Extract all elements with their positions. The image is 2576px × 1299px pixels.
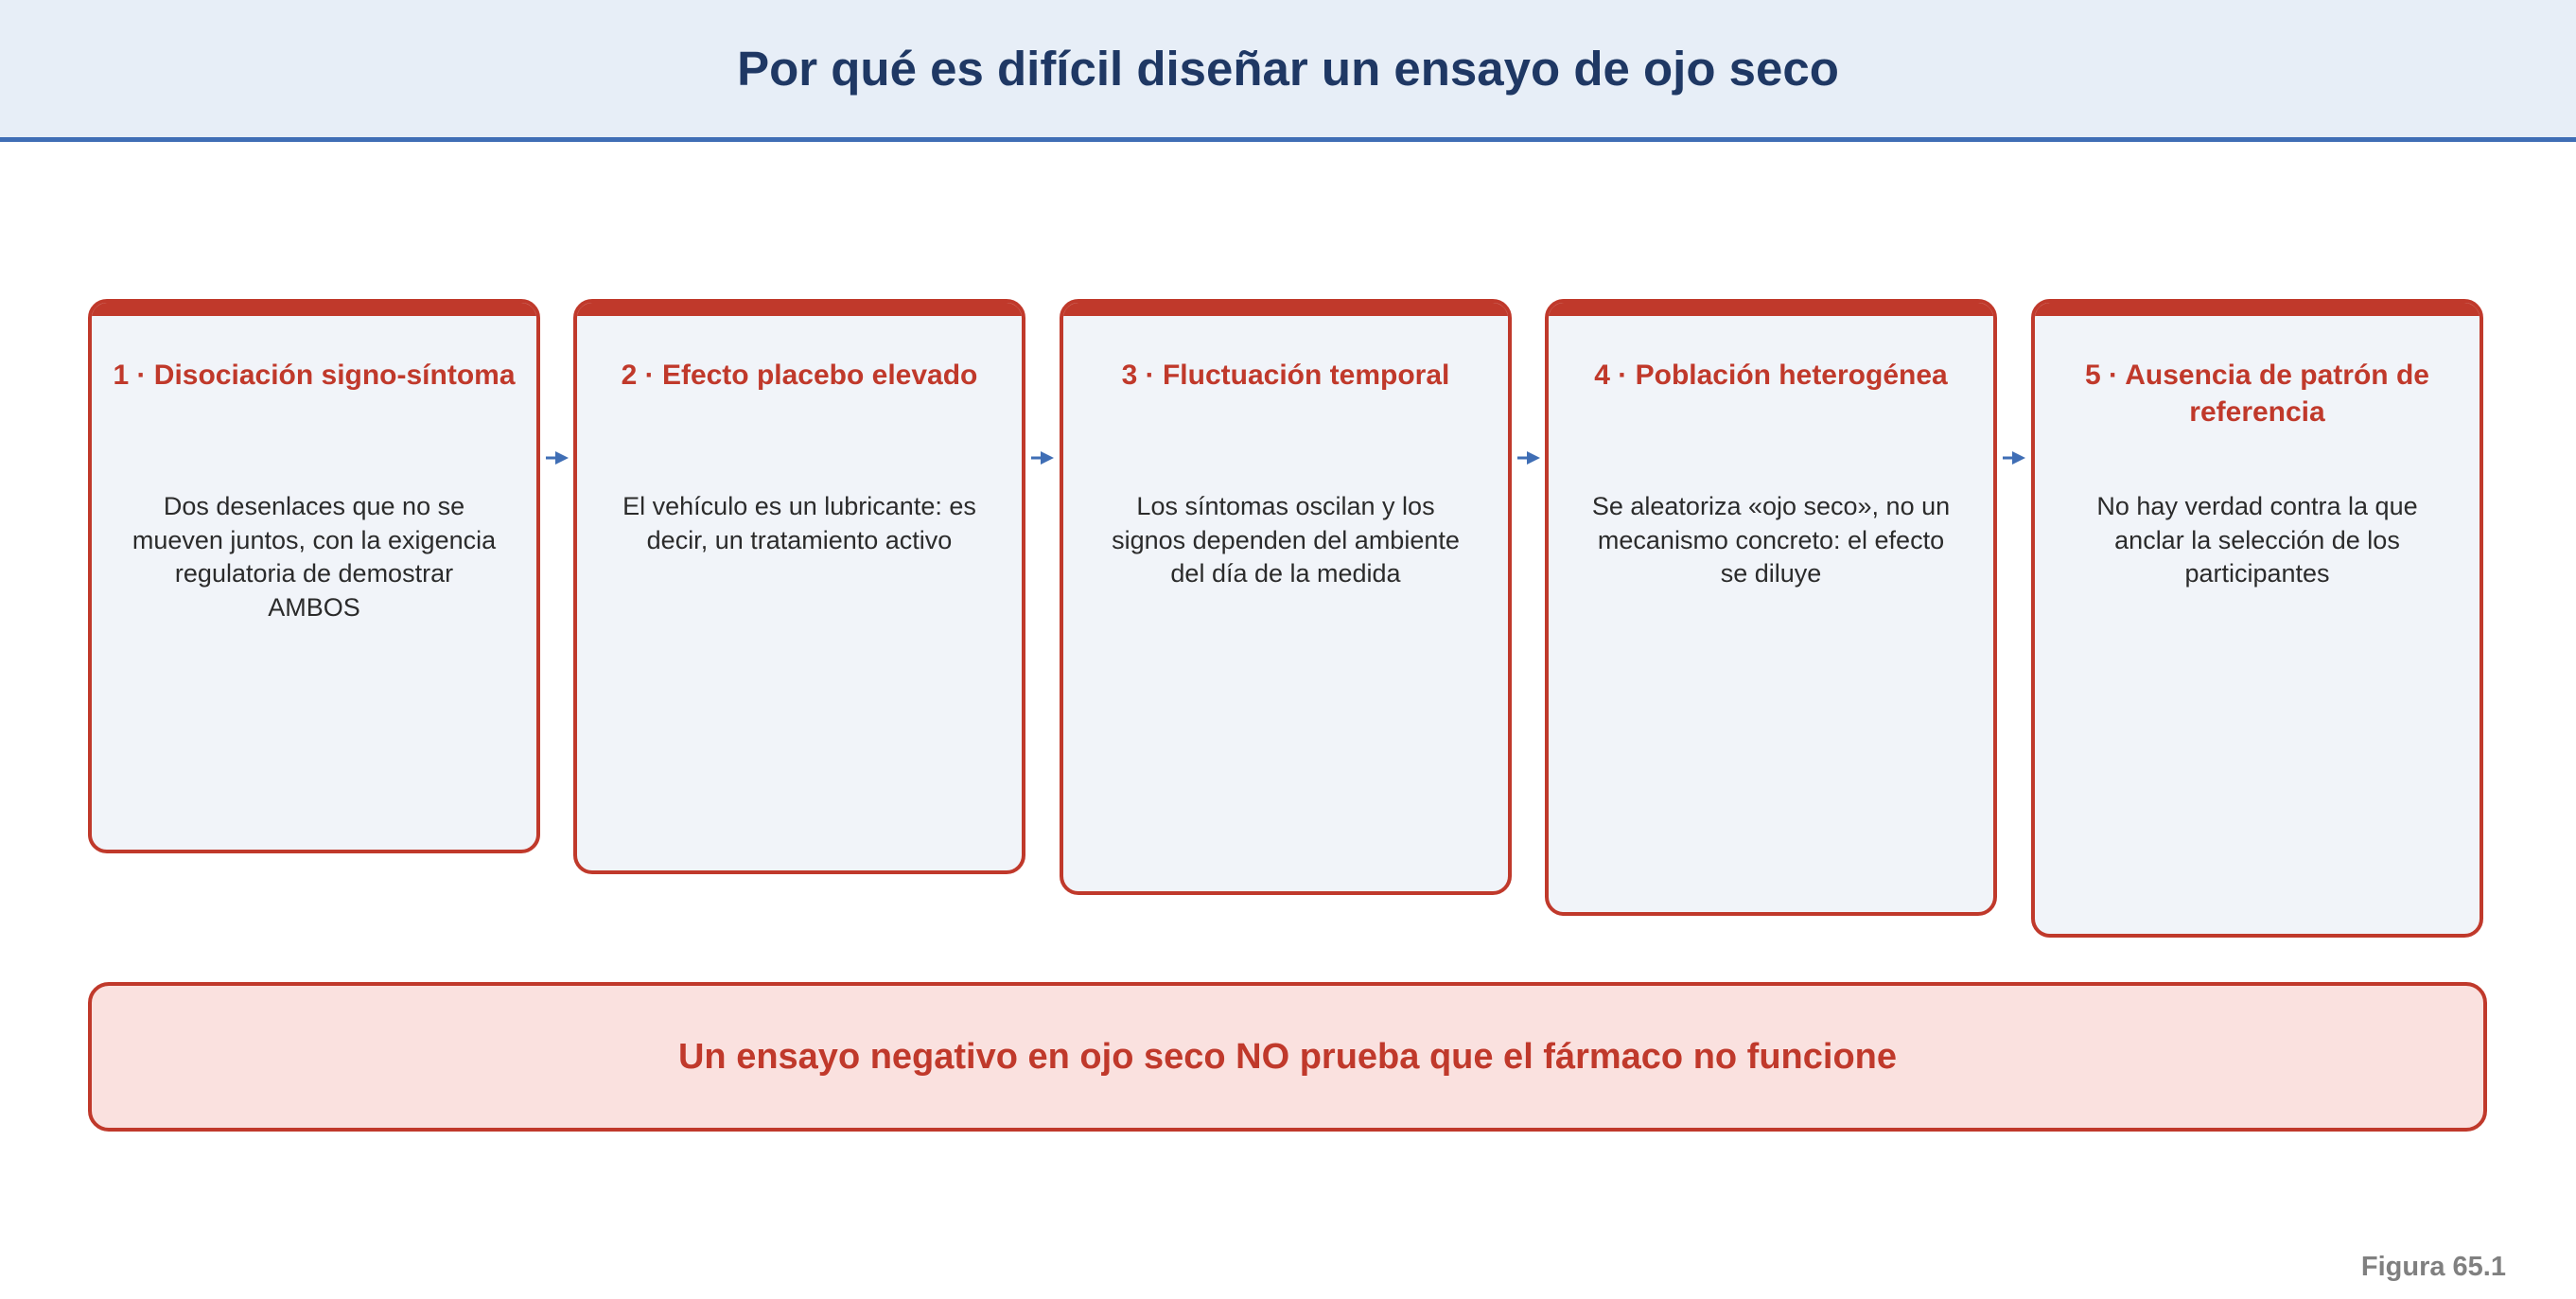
- step-title: 1 · Disociación signo-síntoma: [113, 360, 516, 391]
- step-description: El vehículo es un lubricante: es decir, un tratamiento activo: [622, 492, 976, 554]
- arrow-right-icon: [2003, 447, 2025, 469]
- step-title: 2 · Efecto placebo elevado: [621, 360, 978, 391]
- card-accent-bar: [2035, 303, 2480, 316]
- card-accent-bar: [1549, 303, 1993, 316]
- arrow-right-icon: [546, 447, 569, 469]
- step-card-5: [2031, 299, 2483, 938]
- step-description: Los síntomas oscilan y los signos dependen del ambiente del día de la medida: [1112, 492, 1460, 588]
- figure-label: Figura 65.1: [2360, 1252, 2506, 1282]
- step-description: Se aleatoriza «ojo seco», no un mecanismo concreto: el efecto se diluye: [1591, 492, 1951, 588]
- page-title: Por qué es difícil diseñar un ensayo de ojo seco: [737, 42, 1839, 96]
- conclusion-text: Un ensayo negativo en ojo seco NO prueba que el fármaco no funcione: [677, 1036, 1898, 1077]
- arrow-right-icon: [1031, 447, 1054, 469]
- arrow-right-icon: [1517, 447, 1540, 469]
- step-card-4: [1545, 299, 1997, 916]
- step-card-1: [88, 299, 540, 853]
- step-title: 5 · Ausencia de patrón de referencia: [2085, 360, 2429, 428]
- step-description: Dos desenlaces que no se mueven juntos, con la exigencia regulatoria de demostrar AMBOS: [131, 492, 497, 622]
- conclusion-banner: [88, 982, 2487, 1132]
- step-card-3: [1060, 299, 1512, 895]
- step-title: 3 · Fluctuación temporal: [1121, 360, 1450, 391]
- card-accent-bar: [577, 303, 1022, 316]
- card-accent-bar: [1063, 303, 1508, 316]
- header-banner: [0, 0, 2576, 142]
- step-title: 4 · Población heterogénea: [1594, 360, 1948, 391]
- step-description: No hay verdad contra la que anclar la selección de los participantes: [2096, 492, 2418, 588]
- card-accent-bar: [92, 303, 536, 316]
- step-card-2: [573, 299, 1025, 874]
